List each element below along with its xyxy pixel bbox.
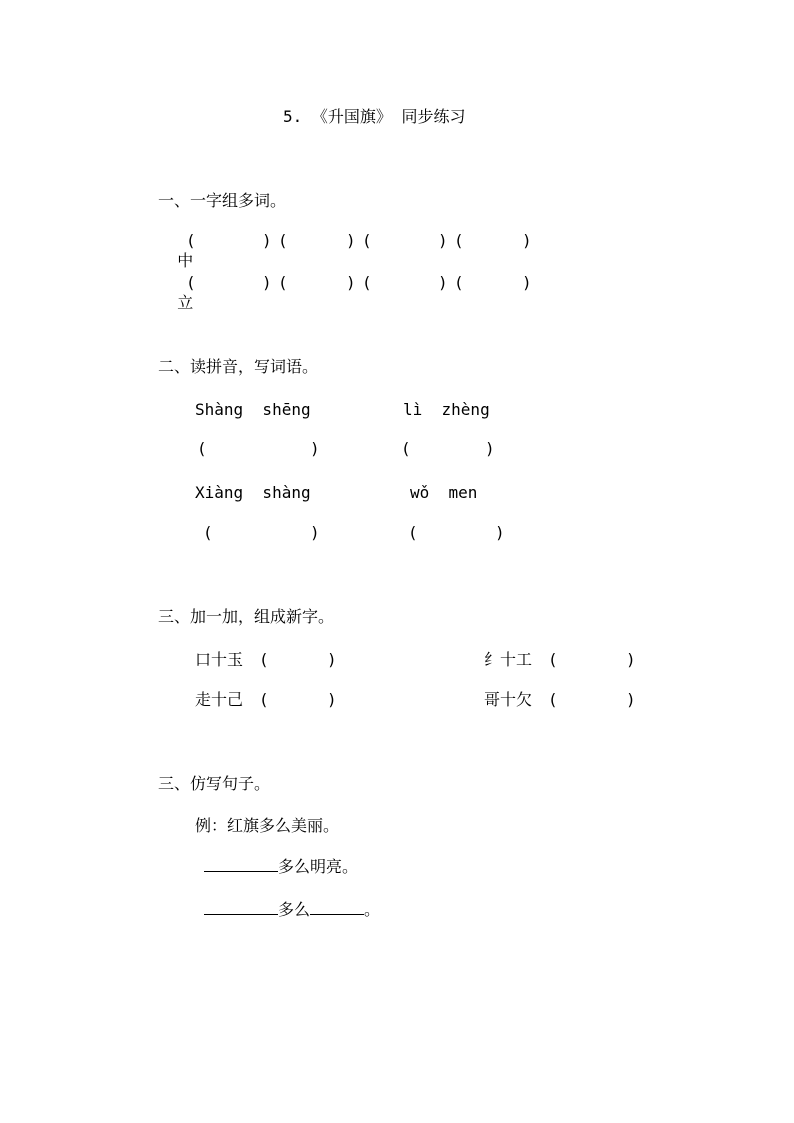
paren-open: ( bbox=[259, 650, 269, 669]
paren-open: ( bbox=[259, 690, 269, 709]
imitation-line-1-text: 多么明亮。 bbox=[278, 857, 359, 876]
section2-heading: 二、读拼音，写词语。 bbox=[158, 357, 319, 376]
paren-close: ) bbox=[327, 690, 337, 709]
paren-close: ) bbox=[346, 231, 356, 250]
char-combo-4: 哥十欠 bbox=[484, 690, 533, 709]
paren-open: ( bbox=[186, 273, 196, 292]
imitation-line-2 bbox=[204, 900, 380, 920]
paren-open: ( bbox=[362, 273, 372, 292]
paren-open: ( bbox=[548, 690, 558, 709]
paren-close: ) bbox=[495, 523, 505, 542]
imitation-line-1 bbox=[204, 857, 358, 877]
paren-open: ( bbox=[401, 439, 411, 458]
paren-close: ) bbox=[438, 231, 448, 250]
section1-heading: 一、一字组多词。 bbox=[158, 191, 287, 210]
paren-close: ) bbox=[262, 231, 272, 250]
example-sentence: 例：红旗多么美丽。 bbox=[195, 816, 340, 835]
paren-open: ( bbox=[454, 231, 464, 250]
paren-open: ( bbox=[408, 523, 418, 542]
char-combo-1: 口十玉 bbox=[195, 650, 244, 669]
paren-close: ) bbox=[310, 523, 320, 542]
pinyin-1: Shàng shēng bbox=[195, 400, 311, 419]
paren-close: ) bbox=[327, 650, 337, 669]
pinyin-4: wǒ men bbox=[410, 483, 478, 502]
paren-open: ( bbox=[278, 273, 288, 292]
paren-open: ( bbox=[186, 231, 196, 250]
paren-open: ( bbox=[197, 439, 207, 458]
paren-close: ) bbox=[438, 273, 448, 292]
char-combo-2: 纟十工 bbox=[484, 650, 533, 669]
paren-close: ) bbox=[262, 273, 272, 292]
paren-close: ) bbox=[485, 439, 495, 458]
pinyin-2: lì zhèng bbox=[403, 400, 490, 419]
paren-open: ( bbox=[278, 231, 288, 250]
paren-close: ) bbox=[346, 273, 356, 292]
paren-close: ) bbox=[626, 650, 636, 669]
answer-blank[interactable] bbox=[310, 900, 364, 915]
paren-open: ( bbox=[362, 231, 372, 250]
paren-close: ) bbox=[522, 231, 532, 250]
word-row-1-char: 中 bbox=[177, 251, 194, 270]
paren-open: ( bbox=[548, 650, 558, 669]
page-title: 5. 《升国旗》 同步练习 bbox=[283, 107, 466, 126]
answer-blank[interactable] bbox=[204, 900, 278, 915]
imitation-line-2-end: 。 bbox=[364, 900, 381, 919]
char-combo-3: 走十己 bbox=[195, 690, 244, 709]
section4-heading: 三、仿写句子。 bbox=[158, 774, 271, 793]
pinyin-3: Xiàng shàng bbox=[195, 483, 311, 502]
answer-blank[interactable] bbox=[204, 857, 278, 872]
paren-close: ) bbox=[522, 273, 532, 292]
section3-heading: 三、加一加，组成新字。 bbox=[158, 607, 335, 626]
paren-open: ( bbox=[454, 273, 464, 292]
imitation-line-2-middle: 多么 bbox=[278, 900, 311, 919]
word-row-2-char: 立 bbox=[177, 293, 194, 312]
paren-close: ) bbox=[310, 439, 320, 458]
paren-close: ) bbox=[626, 690, 636, 709]
paren-open: ( bbox=[203, 523, 213, 542]
